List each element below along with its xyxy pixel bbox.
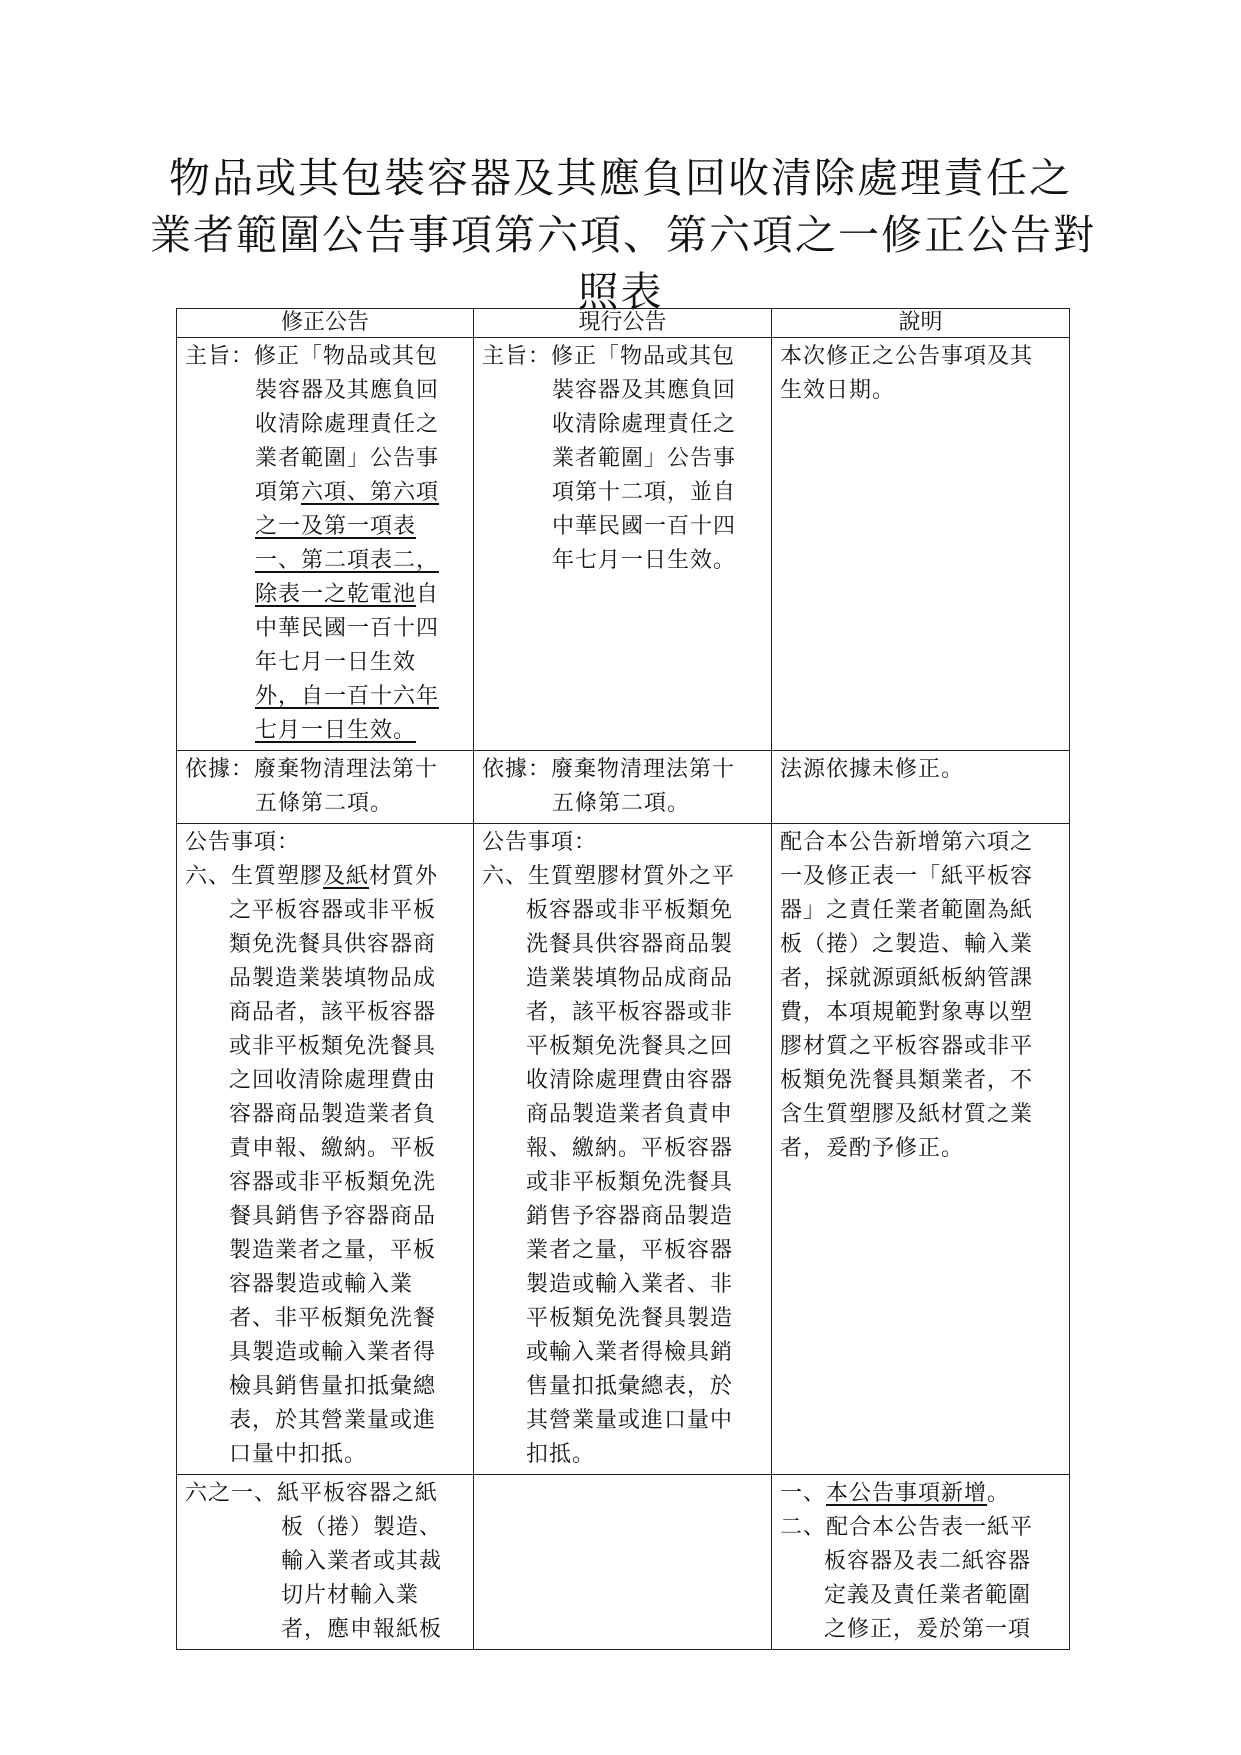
cell-basis-revised: 依據：廢棄物清理法第十 五條第二項。 [177,751,474,824]
revised-marker: 六項、第六項 [301,480,440,505]
cell-purport-revised: 主旨：修正「物品或其包 裝容器及其應負回 收清除處理責任之 業者範圍」公告事 項第六項、第六項 之一及第一項表 一、第二項表二， 除表一之乾電池自 中華民國一百十四 年七月一日生效 外，自一百十六年 七月一日生效。 [177,338,474,751]
title-line-3: 照表 [577,268,664,316]
title-line-2: 業者範圍公告事項第六項、第六項之一修正公告對 [150,211,1096,259]
cell-item6-1-notes: 一、本公告事項新增。 二、配合本公告表一紙平 板容器及表二紙容器 定義及責任業者範圍 之修正，爰於第一項 [772,1475,1070,1650]
table-row-item6-1 [177,1475,1070,1650]
header-revised: 修正公告 [177,309,474,338]
cell-purport-notes: 本次修正之公告事項及其 生效日期。 [772,338,1070,751]
cell-item6-revised: 公告事項： 六、生質塑膠及紙材質外 之平板容器或非平板 類免洗餐具供容器商 品製造業裝填物品成 商品者，該平板容器 或非平板類免洗餐具 之回收清除處理費由 容器商品製造業者負 責申報、繳納。平板 容器或非平板類免洗 餐具銷售予容器商品 製造業者之量，平板 容器製造或輸入業 者、非平板類免洗餐 具製造或輸入業者得 檢具銷售量扣抵彙總 表，於其營業量或進 口量中扣抵。 [177,824,474,1475]
revised-marker: 外，自一百十六年 [255,684,440,709]
revised-marker: 及 [323,864,347,889]
table-row-item6 [177,824,1070,1475]
revised-marker: 一、第二項表二， [255,548,440,573]
header-current: 現行公告 [474,309,772,338]
table-row-basis [177,751,1070,824]
title-line-1: 物品或其包裝容器及其應負回收清除處理責任之 [169,154,1072,202]
document-title [150,150,1096,321]
revised-marker: 紙 [346,864,370,889]
cell-item6-notes: 配合本公告新增第六項之 一及修正表一「紙平板容 器」之責任業者範圍為紙 板（捲）之製造、輸入業 者，採就源頭紙板納管課 費，本項規範對象專以塑 膠材質之平板容器或非平 板類免洗餐具類業者，不 含生質塑膠及紙材質之業 者，爰酌予修正。 [772,824,1070,1475]
revised-marker: 七月一日生效。 [255,718,417,743]
cell-item6-current: 公告事項： 六、生質塑膠材質外之平 板容器或非平板類免 洗餐具供容器商品製 造業裝填物品成商品 者，該平板容器或非 平板類免洗餐具之回 收清除處理費由容器 商品製造業者負責申 報、繳納。平板容器 或非平板類免洗餐具 銷售予容器商品製造 業者之量，平板容器 製造或輸入業者、非 平板類免洗餐具製造 或輸入業者得檢具銷 售量扣抵彙總表，於 其營業量或進口量中 扣抵。 [474,824,772,1475]
revised-marker: 本公告事項新增 [826,1481,988,1506]
cell-purport-current: 主旨：修正「物品或其包 裝容器及其應負回 收清除處理責任之 業者範圍」公告事 項第十二項，並自 中華民國一百十四 年七月一日生效。 [474,338,772,751]
cell-item6-1-current [474,1475,772,1650]
table-row-purport [177,338,1070,751]
header-notes: 說明 [772,309,1070,338]
cell-basis-notes: 法源依據未修正。 [772,751,1070,824]
cell-basis-current: 依據：廢棄物清理法第十 五條第二項。 [474,751,772,824]
cell-item6-1-revised: 六之一、紙平板容器之紙 板（捲）製造、 輸入業者或其裁 切片材輸入業 者，應申報紙板 [177,1475,474,1650]
comparison-table [176,308,1070,1650]
header-row [177,309,1070,338]
revised-marker: 之一及第一項表 [255,514,417,539]
revised-marker: 除表一之乾電池 [255,582,417,607]
